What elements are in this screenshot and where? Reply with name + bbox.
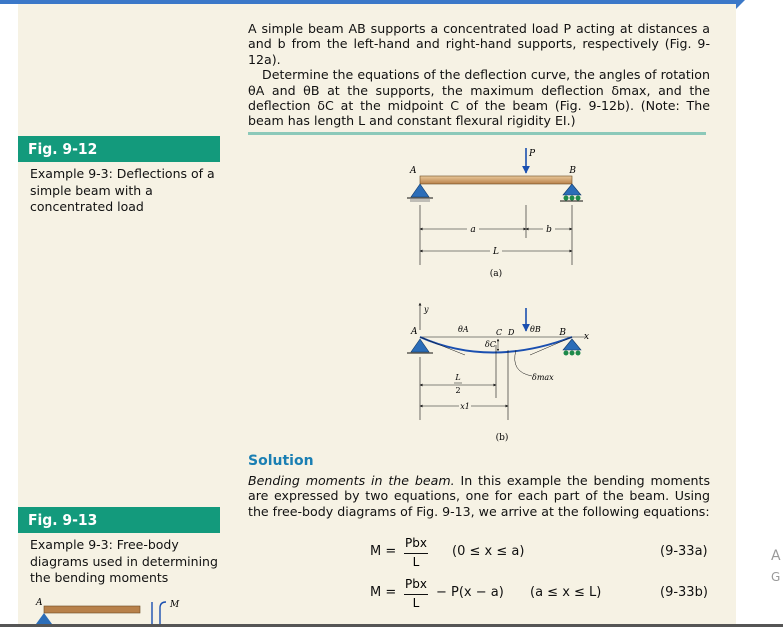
axis-y: y [424, 305, 429, 314]
solution-text: In this example the bending moments are expressed by two equations, one for each part of the beam. Using the free-body diagrams of Fig. 9-13, we arrive at the following equations: [248, 473, 711, 519]
label-A: A [410, 166, 417, 176]
eq1-fracline [404, 553, 428, 554]
problem-paragraph-1: A simple beam AB supports a concentrated load P acting at distances a and b from the left-hand and right-hand supports, respectively (Fig. 9-12a). [248, 21, 710, 67]
fig-9-13-diagram [26, 594, 196, 624]
fig-9-13-caption: Example 9-3: Free-body diagrams used in determining the bending moments [30, 537, 218, 585]
textbook-page [18, 4, 736, 624]
solution-paragraph [248, 473, 710, 519]
axis-x: x [584, 332, 590, 342]
eq1-num: Pbx [405, 536, 427, 550]
delta-max: δmax [532, 373, 554, 382]
solution-lead: Bending moments in the beam. [248, 473, 455, 488]
eq2-number: (9-33b) [660, 585, 708, 600]
eq2-rest: − P(x − a) [436, 585, 504, 600]
dim-a: a [470, 225, 476, 235]
fig-9-13-label: Fig. 9-13 [18, 507, 220, 533]
problem-paragraph-2: Determine the equations of the deflection curve, the angles of rotation θA and θB at the supports, the maximum deflection δmax, and the deflection δC at the midpoint C of the beam (Fig. 9-12b). (Note: The beam has length L and constant flexural rigidity EI.) [248, 67, 710, 129]
label-B-b: B [559, 328, 566, 338]
eq2-num: Pbx [405, 577, 427, 591]
eq1-den: L [412, 555, 420, 569]
top-accent-corner [735, 0, 745, 10]
theta-B: θB [530, 325, 541, 334]
tag-b: (b) [495, 433, 509, 443]
eq1-lhs: M = [370, 544, 397, 559]
half-L-den: 2 [455, 386, 461, 395]
section-rule [248, 132, 706, 135]
pin-support-a [411, 184, 429, 197]
eq2-lhs: M = [370, 585, 397, 600]
eq2-den: L [412, 596, 420, 610]
side-text-2: G [771, 570, 781, 584]
fig-9-12-diagram [380, 140, 590, 446]
dim-x1: x1 [460, 402, 470, 411]
roller-support-a [563, 184, 581, 195]
eq1-number: (9-33a) [660, 544, 708, 559]
fbd-beam [44, 606, 140, 613]
eq2-fracline [404, 594, 428, 595]
half-L-num: L [455, 373, 461, 382]
fig-9-12-caption: Example 9-3: Deflections of a simple beam with a concentrated load [30, 166, 215, 214]
side-text-1: A [771, 548, 781, 564]
label-C: C [496, 328, 503, 337]
label-D: D [508, 328, 515, 337]
solution-heading: Solution [248, 453, 314, 469]
label-P: P [529, 149, 536, 159]
fig-9-12-label: Fig. 9-12 [18, 136, 220, 162]
fbd-support [36, 613, 52, 624]
fbd-label-M: M [170, 600, 180, 610]
problem-statement [248, 21, 710, 129]
eq1-rest: (0 ≤ x ≤ a) [452, 544, 525, 559]
theta-A: θA [458, 325, 469, 334]
dim-b: b [546, 225, 552, 235]
fbd-label-A: A [36, 598, 43, 608]
tag-a: (a) [489, 269, 503, 279]
beam-a [420, 176, 572, 184]
eq2-condition: (a ≤ x ≤ L) [530, 585, 602, 600]
label-B: B [569, 166, 576, 176]
label-A-b: A [411, 327, 418, 337]
delta-C: δC [485, 340, 496, 349]
dim-L: L [493, 247, 499, 257]
